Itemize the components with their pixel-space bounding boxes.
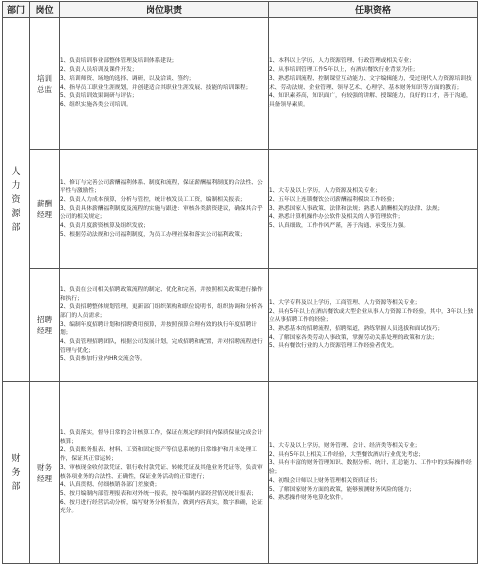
duties-cell: [60, 382, 269, 564]
duty-item: 5、负责培训效果调研与评估；: [60, 93, 138, 100]
table-row: [3, 18, 478, 150]
qualification-item: 2、具有5年以上在酒店餐饮或大型企业从事人力资源工作经验，其中，3年以上独立从事招聘工作的经验；: [269, 308, 474, 324]
duty-item: 2、负责招聘整体规划管理，更新部门组织架构和职位说明书，组织协调和分析各部门的人员需求；: [60, 304, 263, 319]
position-name: 财务经理: [37, 462, 52, 483]
duty-item: 4、认真贯彻、付细核销各部门差旅费；: [60, 482, 161, 489]
duty-item: 4、负责管理招聘团队，根据公司发展计划，完成招聘和配置，并对招聘流程进行管理与优化；: [60, 339, 263, 354]
position-cell: [30, 269, 60, 382]
duty-item: 3、培训师资、场地的选择、调研，以及洽谈、签约；: [60, 75, 195, 82]
qualification-item: 1、本科以上学历，人力资源管理、行政管理或相关专业；: [269, 58, 415, 65]
duty-item: 4、负责月度薪资核算及组织发放；: [60, 223, 149, 230]
header-duties: 岗位职责: [60, 2, 269, 18]
duty-item: 1、修订与完善公司薪酬福利体系、制度和流程，保证薪酬福利制度的合法性、公平性与激励性；: [60, 179, 263, 195]
duty-item: 2、负责人员培训及课件开发；: [60, 67, 138, 74]
position-name: 培训总监: [37, 73, 52, 94]
table-header-row: [3, 2, 478, 18]
table-row: [3, 269, 478, 382]
job-description-table: [2, 1, 478, 564]
qualification-item: 1、大专及以上学历，财务管理、会计、经济类等相关专业；: [269, 443, 421, 450]
qualification-item: 6、熟悉操作财务电算化软件。: [269, 495, 347, 502]
position-name: 招聘经理: [37, 315, 52, 335]
department-name: 财务部: [11, 453, 21, 492]
position-name: 薪酬经理: [37, 199, 52, 219]
qualification-item: 3、具有丰富的财务管理知识、数据分析、统计、汇总能力、工作中的实际操作经验；: [269, 460, 472, 476]
qualification-item: 4、知识素养高，知识面广，有较强的讲解、授课能力，良好的口才，善于沟通，具备领导素质。: [269, 93, 472, 108]
table-row: [3, 150, 478, 269]
duty-item: 1、负责落实，督导日常的会计核算工作，保证在规定的时间内保质保量完成会计核算；: [60, 429, 263, 445]
qualification-item: 2、五年以上连锁餐饮公司薪酬福利模块工作经验；: [269, 196, 398, 203]
qualification-item: 5、了解国家财务方面的政策，能够预测财务风险的能力；: [269, 486, 415, 493]
duty-item: 6、按月进行经营活动分析，编写财务分析报告，做到内容真实，数字准确，论证充分。: [60, 499, 263, 515]
duty-item: 5、负责参加行业内HR交流会等。: [60, 356, 146, 363]
qualification-item: 4、了解国家各类劳动人事政策，掌握劳动关系处理的政策和方法；: [269, 334, 438, 341]
qualifications-cell: [269, 150, 478, 269]
qualification-item: 5、认真细致，工作作风严谨，善于沟通、承受压力强。: [269, 223, 410, 230]
department-cell-hr: [3, 18, 30, 382]
duty-item: 1、负责培训事业部整体管理及培训体系建设；: [60, 58, 178, 65]
qualification-item: 4、初级会计师以上财务管理相关资质证书；: [269, 477, 381, 484]
qualification-item: 2、从事培训管理工作5年以上，有酒店餐饮行业背景为佳；: [269, 67, 419, 74]
duty-item: 2、负责账务报表、材料、工资和固定资产等信息系统的日常维护和月末处理工作，保证其正常运转；: [60, 447, 257, 463]
duty-item: 1、负责在公司相关招聘政策流程的制定、优化和完善，并按照相关政策进行操作和执行；: [60, 286, 263, 302]
duty-item: 6、组织实施各类公司培训。: [60, 101, 132, 108]
duty-item: 3、负责具体薪酬福利制度及流程的实施与跟进：审核各类薪资建议，确保其合乎公司的相关规定；: [60, 205, 263, 221]
qualification-item: 4、熟悉计算机操作办公软件及相关的人事管理软件；: [269, 214, 404, 221]
qualifications-cell: [269, 269, 478, 382]
duty-item: 4、指导员工职业生涯规划，并创建适合其职业生涯发展、技能的培训课程；: [60, 84, 252, 91]
qualification-item: 1、大学专科及以上学历，工商管理、人力资源等相关专业；: [269, 299, 421, 306]
duty-item: 2、负责人力成本预算，分析与管控，统计核发员工工资，编制相关报表；: [60, 196, 246, 203]
header-qualifications: 任职资格: [269, 2, 478, 18]
duty-item: 5、按月编制内部管理报表和对外统一报表，按年编制内部经营情况统计报表；: [60, 490, 257, 497]
duties-cell: [60, 269, 269, 382]
qualification-item: 5、具有餐饮行业的人力资源管理工作经验者优先。: [269, 343, 398, 350]
duty-item: 3、编制年度招聘计划和招聘费用预算，并按照预算合理有效的执行年度招聘计划；: [60, 321, 257, 337]
position-cell: [30, 18, 60, 150]
department-cell-finance: [3, 382, 30, 564]
duties-cell: [60, 150, 269, 269]
qualifications-cell: [269, 382, 478, 564]
qualification-item: 3、熟悉国家人事政策、法律和法规；熟悉人薪酬相关的法律、法规；: [269, 205, 444, 212]
qualification-item: 3、熟悉培训流程、控制课堂互动能力、文字编辑能力，受过现代人力资源培训技术、劳动法规、企业管理、领导艺术、心理学、基本财务知识等方面的教育；: [269, 75, 472, 91]
department-name: 人力资源部: [11, 166, 21, 233]
qualification-item: 1、大专及以上学历，人力资源及相关专业；: [269, 188, 381, 195]
position-cell: [30, 382, 60, 564]
position-cell: [30, 150, 60, 269]
duty-item: 5、根据劳动法规和公司福利制度，为员工办理社保和落实公司福利政策；: [60, 231, 246, 238]
duty-item: 3、审核现金收付款凭证、银行收付款凭证、转帐凭证及其他业务凭证等，负责审核各项业务的合法性、正确性，保证业务活动的正常进行；: [60, 464, 263, 480]
qualification-item: 2、具有5年以上相关工作经验，大型餐饮酒店行业优先考虑；: [269, 451, 425, 458]
qualification-item: 3、熟悉基本的招聘流程，招聘渠道，熟练掌握人员选拔和面试技巧；: [269, 326, 444, 332]
duties-cell: [60, 18, 269, 150]
qualifications-cell: [269, 18, 478, 150]
header-position: 岗位: [30, 2, 60, 18]
table-row: [3, 382, 478, 564]
header-department: 部门: [3, 2, 30, 18]
